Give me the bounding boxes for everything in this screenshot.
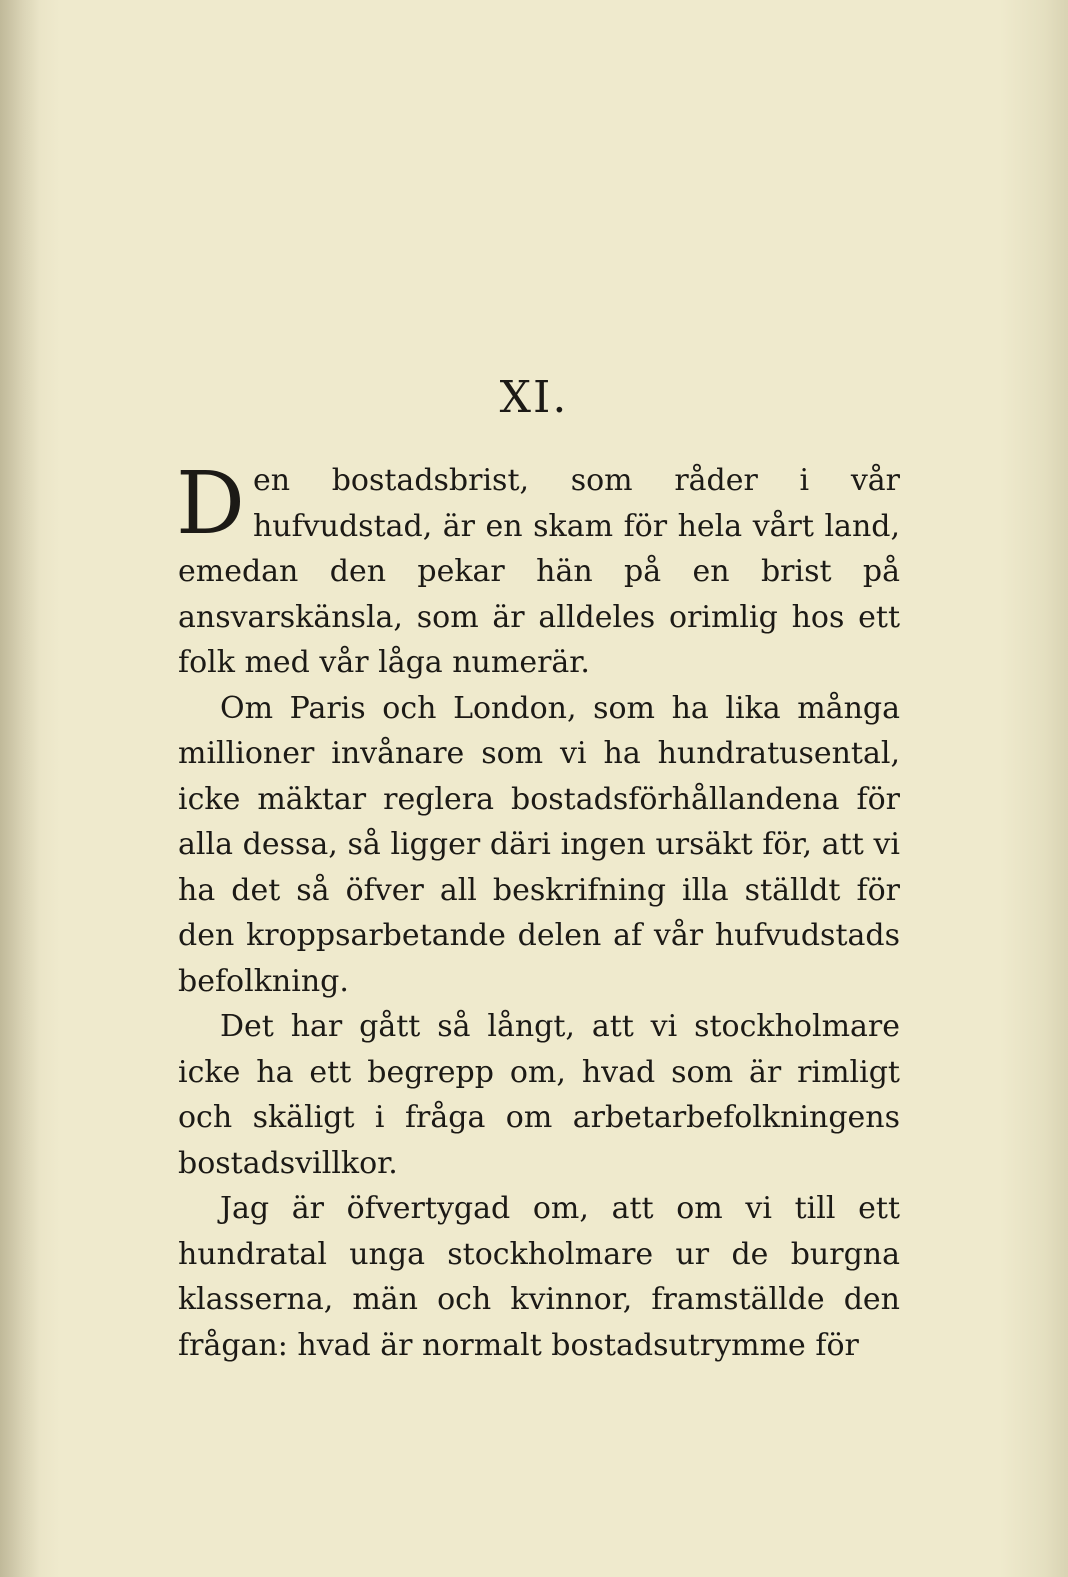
paragraph-text: en bostadsbrist, som råder i vår hufvudstad, är en skam för hela vårt land, emedan den pekar hän på en brist på ansvarskänsla, som är alldeles orimlig hos ett folk med vår låga numerär.	[178, 463, 900, 680]
paragraph-1	[176, 454, 900, 686]
drop-cap: D	[176, 454, 245, 554]
paragraph-4: Jag är öfvertygad om, att om vi till ett hundratal unga stockholmare ur de burgna klasserna, män och kvinnor, framställde den frågan: hvad är normalt bostadsutrymme för	[178, 1191, 900, 1363]
paragraph-2: Om Paris och London, som ha lika många millioner invånare som vi ha hundratusental, icke mäktar reglera bostadsförhållandena för alla dessa, så ligger däri ingen ursäkt för, att vi ha det så öfver all beskrifning illa ställdt för den kroppsarbetande delen af vår hufvudstads befolkning.	[178, 690, 900, 999]
page-spine-shadow	[0, 0, 40, 1577]
chapter-heading: XI.	[499, 372, 569, 423]
paragraph-3: Det har gått så långt, att vi stockholmare icke ha ett begrepp om, hvad som är rimligt och skäligt i fråga om arbetarbefolkningens bostadsvillkor.	[178, 1009, 900, 1181]
body-text	[176, 454, 900, 1368]
